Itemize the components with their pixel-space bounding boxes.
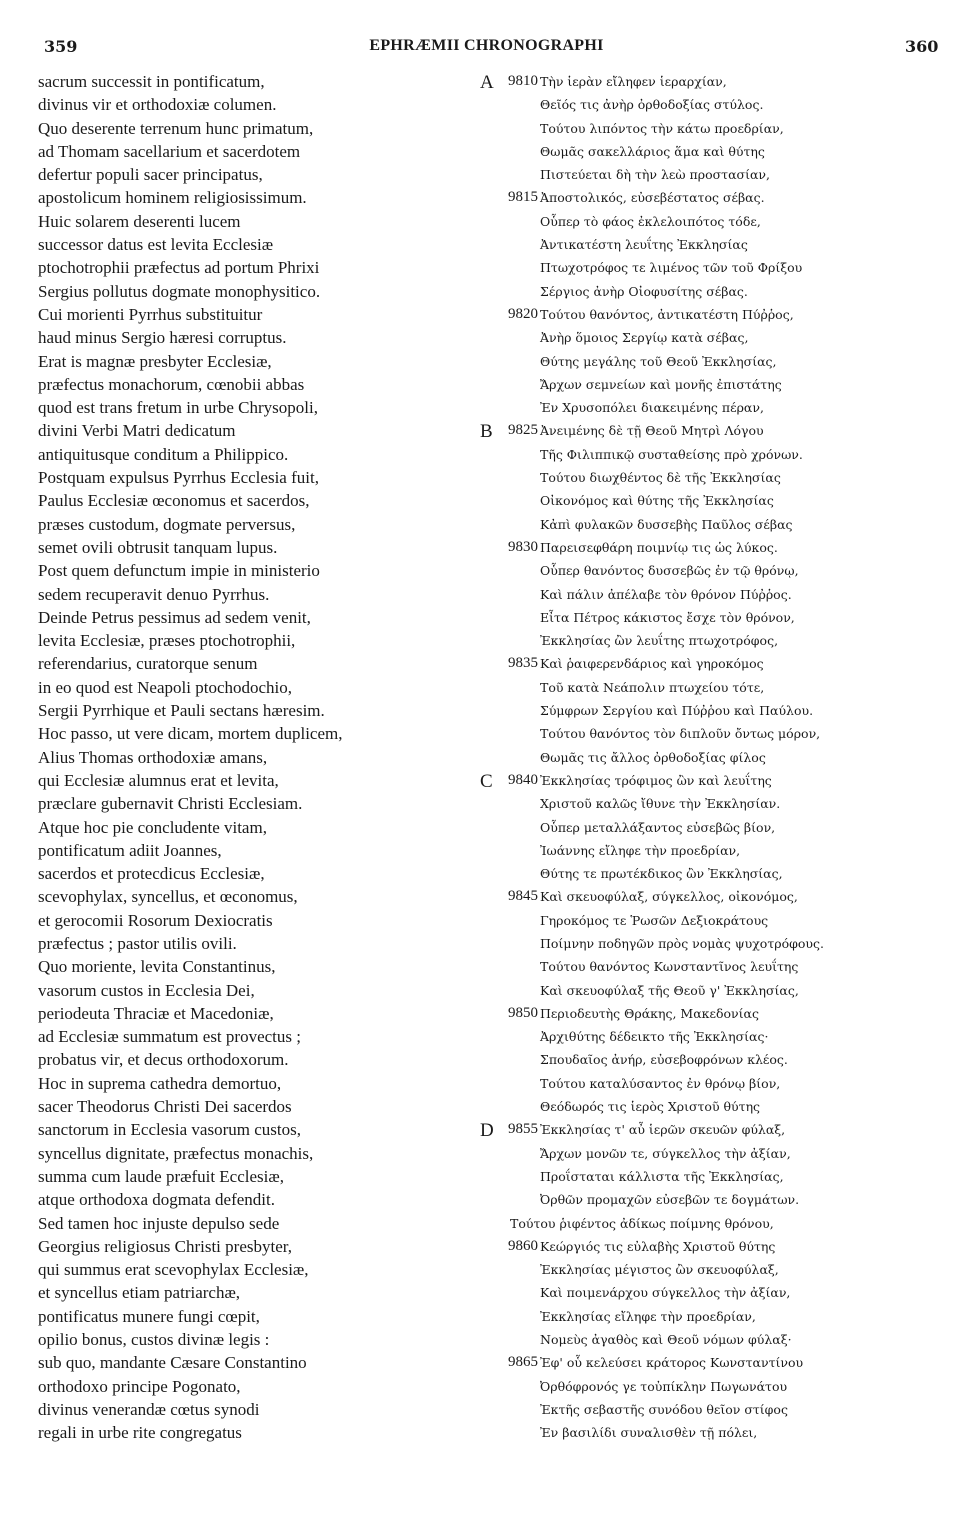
greek-line [480,233,950,256]
latin-line: sacer Theodorus Christi Dei sacerdos [38,1097,292,1117]
latin-line: semet ovili obtrusit tanquam lupus. [38,537,278,557]
greek-verse-text: Σύμφρων Σεργίου καὶ Πύῤῥου καὶ Παύλου. [540,703,814,719]
greek-line [480,1165,950,1188]
greek-line [480,1421,950,1444]
greek-verse-text: Ἐκκλησίας εἴληφε τὴν προεδρίαν, [540,1308,756,1324]
greek-verse-text: Ἄρχων μονῶν τε, σύγκελλος τὴν ἀξίαν, [540,1145,791,1161]
latin-line: divinus vir et orthodoxiæ columen. [38,95,277,115]
latin-line: haud minus Sergio hæresi corruptus. [38,328,287,348]
greek-verse-text: Τούτου καταλύσαντος ἐν θρόνῳ βίον, [540,1075,781,1091]
verse-number: 9845 [508,888,538,905]
greek-line [480,1212,950,1235]
greek-verse-text: Θεόδωρός τις ἱερὸς Χριστοῦ θύτης [540,1099,761,1115]
left-page-number: 359 [44,37,78,56]
greek-verse-text: Θωμᾶς σακελλάριος ἅμα καὶ θύτης [540,143,765,159]
greek-line [480,606,950,629]
latin-line: pontificatus munere fungi cœpit, [38,1306,260,1326]
greek-verse-text: Σπουδαῖος ἀνήρ, εὐσεβοφρόνων κλέος. [540,1052,788,1068]
latin-line: divinus venerandæ cœtus synodi [38,1399,260,1419]
greek-verse-text: Τούτου λιπόντος τὴν κάτω προεδρίαν, [540,120,784,136]
greek-verse-text: Τούτου διωχθέντος δὲ τῆς Ἐκκλησίας [540,470,781,486]
latin-line: Deinde Petrus pessimus ad sedem venit, [38,607,311,627]
greek-verse-text: Ἐκκλησίας μέγιστος ὢν σκευοφύλαξ, [540,1262,779,1278]
greek-line [480,1025,950,1048]
latin-line: syncellus dignitate, præfectus monachis, [38,1143,314,1163]
greek-line [480,979,950,1002]
latin-line: et gerocomii Rosorum Dexiocratis [38,910,273,930]
latin-line: referendarius, curatorque senum [38,654,258,674]
latin-line: Hoc passo, ut vere dicam, mortem duplicem, [38,724,343,744]
greek-line [480,513,950,536]
greek-line [480,885,950,908]
latin-line: in eo quod est Neapoli ptochodochio, [38,677,293,697]
greek-line [480,699,950,722]
greek-line [480,117,950,140]
verse-number: 9820 [508,305,538,322]
greek-line [480,1258,950,1281]
latin-line: ptochotrophii præfectus ad portum Phrixi [38,258,320,278]
latin-line: Huic solarem deserenti lucem [38,211,241,231]
greek-line [480,1095,950,1118]
greek-verse-text: Οὗπερ τὸ φάος ἐκλελοιπότος τόδε, [540,213,761,229]
greek-line [480,1375,950,1398]
greek-verse-text: Ἀνὴρ ὅμοιος Σεργίῳ κατὰ σέβας, [540,330,749,346]
latin-line: successor datus est levita Ecclesiæ [38,235,274,255]
latin-line: ad Thomam sacellarium et sacerdotem [38,141,301,161]
latin-line: et syncellus etiam patriarchæ, [38,1283,241,1303]
greek-line [480,1118,950,1141]
verse-number: 9815 [508,189,538,206]
greek-verse-text: Πιστεύεται δὴ τὴν λεὼ προστασίαν, [540,167,770,183]
greek-verse-text: Θύτης μεγάλης τοῦ Θεοῦ Ἐκκλησίας, [540,353,777,369]
greek-verse-text: Κεώργιός τις εὐλαβὴς Χριστοῦ θύτης [540,1238,776,1254]
latin-line: Atque hoc pie concludente vitam, [38,817,267,837]
greek-verse-text: Οὗπερ μεταλλάξαντος εὐσεβῶς βίον, [540,819,776,835]
greek-line [480,1351,950,1374]
latin-line: Sergii Pyrrhique et Pauli sectans hæresim. [38,701,325,721]
greek-line [480,1305,950,1328]
section-marker: D [480,1120,494,1142]
greek-verse-text: Τούτου θανόντος Κωνσταντῖνος λευΐτης [540,959,799,975]
greek-line [480,816,950,839]
greek-verse-text: Θωμᾶς τις ἄλλος ὀρθοδοξίας φίλος [540,749,766,765]
verse-number: 9865 [508,1354,538,1371]
greek-line [480,629,950,652]
greek-line [480,1142,950,1165]
greek-verse-text: Τούτου θανόντος τὸν διπλοῦν ὄντως μόρον, [540,726,821,742]
greek-verse-text: Γηροκόμος τε Ῥωσῶν Δεξιοκράτους [540,912,769,928]
verse-number: 9850 [508,1004,538,1021]
verse-number: 9835 [508,655,538,672]
greek-line [480,559,950,582]
greek-line [480,722,950,745]
latin-line: Quo moriente, levita Constantinus, [38,957,276,977]
latin-line: Quo deserente terrenum hunc primatum, [38,118,314,138]
latin-line: præfectus ; pastor utilis ovili. [38,933,237,953]
greek-verse-text: Τὴν ἱερὰν εἴληφεν ἱεραρχίαν, [540,74,727,89]
greek-verse-text: Ἀντικατέστη λευΐτης Ἐκκλησίας [540,237,748,253]
latin-line: summa cum laude præfuit Ecclesiæ, [38,1166,284,1186]
greek-line [480,1281,950,1304]
verse-number: 9810 [508,73,538,89]
latin-line: Cui morienti Pyrrhus substituitur [38,304,263,324]
greek-line [480,536,950,559]
greek-verse-text: Ἐφ' οὗ κελεύσει κράτορος Κωνσταντίνου [540,1355,804,1371]
greek-line [480,862,950,885]
greek-line [480,1235,950,1258]
greek-verse-text: Ἐν βασιλίδι συναλισθὲν τῇ πόλει, [540,1425,758,1441]
greek-line [480,489,950,512]
latin-line: Post quem defunctum impie in ministerio [38,561,320,581]
greek-line [480,303,950,326]
greek-verse-text: Καὶ πάλιν ἀπέλαβε τὸν θρόνον Πύῤῥος. [540,586,792,602]
latin-line: sanctorum in Ecclesia vasorum custos, [38,1120,301,1140]
greek-line [480,1072,950,1095]
latin-line: divini Verbi Matri dedicatum [38,421,236,441]
greek-line [480,792,950,815]
latin-line: regali in urbe rite congregatus [38,1423,242,1443]
greek-verse-text: Ὀρθόφρονός γε τοὐπίκλην Πωγωνάτου [540,1378,788,1394]
greek-verse-text: Ἐκκλησίας τ' αὖ ἱερῶν σκευῶν φύλαξ, [540,1122,786,1138]
greek-verse-text: Ἐκτῆς σεβαστῆς συνόδου θεῖον στίφος [540,1401,788,1417]
right-page-number: 360 [905,37,939,56]
verse-number: 9825 [508,422,538,439]
greek-verse-text: Καὶ ῥαιφερενδάριος καὶ γηροκόμος [540,656,764,672]
greek-line [480,396,950,419]
latin-line: qui Ecclesiæ alumnus erat et levita, [38,770,279,790]
latin-line: vasorum custos in Ecclesia Dei, [38,980,255,1000]
latin-line: defertur populi sacer principatus, [38,165,263,185]
greek-verse-text: Τῆς Φιλιππικῷ συσταθείσης πρὸ χρόνων. [540,446,803,462]
latin-line: Paulus Ecclesiæ œconomus et sacerdos, [38,491,310,511]
verse-number: 9860 [508,1237,538,1254]
greek-verse-text: Καὶ ποιμενάρχου σύγκελλος τὴν ἀξίαν, [540,1285,791,1301]
latin-line: ad Ecclesiæ summatum est provectus ; [38,1027,301,1047]
greek-line [480,1002,950,1025]
section-marker: A [480,72,494,93]
greek-verse-text: Ποίμνην ποδηγῶν πρὸς νομὰς ψυχοτρόφους. [540,935,824,951]
latin-line: scevophylax, syncellus, et œconomus, [38,887,298,907]
greek-line [480,140,950,163]
latin-line: levita Ecclesiæ, præses ptochotrophii, [38,631,296,651]
greek-verse-text: Παρεισεφθάρη ποιμνίῳ τις ὡς λύκος. [540,539,778,555]
greek-line [480,466,950,489]
greek-line [480,163,950,186]
greek-verse-text: Ἐκκλησίας ὢν λευΐτης πτωχοτρόφος, [540,633,779,649]
latin-line: sacrum successit in pontificatum, [38,72,265,91]
greek-line [480,1048,950,1071]
latin-line: sedem recuperavit denuo Pyrrhus. [38,584,270,604]
greek-verse-text: Κἀπὶ φυλακῶν δυσσεβὴς Παῦλος σέβας [540,516,793,532]
greek-column [480,70,950,1445]
latin-line: Sed tamen hoc injuste depulso sede [38,1213,280,1233]
greek-line [480,93,950,116]
latin-line: opilio bonus, custos divinæ legis : [38,1330,270,1350]
latin-column [38,70,478,1445]
latin-line: periodeuta Thraciæ et Macedoniæ, [38,1003,274,1023]
latin-line: Postquam expulsus Pyrrhus Ecclesia fuit, [38,468,319,488]
greek-line [480,652,950,675]
greek-line [480,746,950,769]
latin-line: Hoc in suprema cathedra demortuo, [38,1073,282,1093]
greek-verse-text: Ἀρχιθύτης δέδεικτο τῆς Ἐκκλησίας· [540,1029,769,1045]
latin-line: quod est trans fretum in urbe Chrysopoli, [38,398,318,418]
greek-verse-text: Ἀποστολικός, εὐσεβέστατος σέβας. [540,190,765,206]
section-marker: B [480,421,493,443]
latin-line: Georgius religiosus Christi presbyter, [38,1236,292,1256]
greek-verse-text: Ἐκκλησίας τρόφιμος ὢν καὶ λευΐτης [540,772,772,788]
section-marker: C [480,770,493,792]
greek-line [480,326,950,349]
greek-verse-text: Θεῖός τις ἀνὴρ ὀρθοδοξίας στύλος. [540,97,764,113]
greek-verse-text: Νομεὺς ἀγαθὸς καὶ Θεοῦ νόμων φύλαξ· [540,1332,792,1348]
latin-line: probatus vir, et decus orthodoxorum. [38,1050,289,1070]
latin-line: Erat is magnæ presbyter Ecclesiæ, [38,351,272,371]
latin-line: Alius Thomas orthodoxiæ amans, [38,747,268,767]
greek-line [480,373,950,396]
verse-number: 9840 [508,771,538,788]
verse-number: 9830 [508,538,538,555]
page-header [0,0,973,70]
greek-line [480,210,950,233]
greek-line [480,583,950,606]
latin-line: qui summus erat scevophylax Ecclesiæ, [38,1260,309,1280]
greek-verse-text: Καὶ σκευοφύλαξ τῆς Θεοῦ γ' Ἐκκλησίας, [540,982,799,998]
greek-line [480,955,950,978]
latin-line: præclare gubernavit Christi Ecclesiam. [38,794,303,814]
latin-line: antiquitusque conditum a Philippico. [38,444,289,464]
greek-line [480,256,950,279]
greek-verse-text: Εἶτα Πέτρος κάκιστος ἔσχε τὸν θρόνον, [540,609,795,625]
greek-line [480,1398,950,1421]
greek-verse-text: Οὗπερ θανόντος δυσσεβῶς ἐν τῷ θρόνῳ, [540,563,799,579]
greek-verse-text: Ἐν Χρυσοπόλει διακειμένης πέραν, [540,400,764,416]
greek-verse-text: Ἄρχων σεμνείων καὶ μονῆς ἐπιστάτης [540,376,782,392]
greek-line [480,839,950,862]
greek-verse-text: Τούτου θανόντος, ἀντικατέστη Πύῤῥος, [540,306,794,322]
latin-line: pontificatum adiit Joannes, [38,840,222,860]
latin-line: sacerdos et protecdicus Ecclesiæ, [38,864,265,884]
greek-verse-text: Ἰωάννης εἴληφε τὴν προεδρίαν, [540,842,741,858]
greek-verse-text: Χριστοῦ καλῶς ἴθυνε τὴν Ἐκκλησίαν. [540,796,781,812]
greek-line [480,1328,950,1351]
greek-verse-text: Ἀνειμένης δὲ τῇ Θεοῦ Μητρὶ Λόγου [540,423,764,439]
greek-line [480,769,950,792]
greek-verse-text: Σέργιος ἀνὴρ Οἰοφυσίτης σέβας. [540,283,748,299]
greek-line [480,443,950,466]
greek-line [480,350,950,373]
greek-line [480,1188,950,1211]
greek-verse-text: Περιοδευτὴς Θράκης, Μακεδονίας [540,1005,759,1021]
greek-verse-text: Τούτου ῥιφέντος ἀδίκως ποίμνης θρόνου, [510,1215,774,1231]
verse-number: 9855 [508,1121,538,1138]
greek-verse-text: Θύτης τε πρωτέκδικος ὢν Ἐκκλησίας, [540,866,783,882]
greek-verse-text: Οἰκονόμος καὶ θύτης τῆς Ἐκκλησίας [540,493,774,509]
greek-line [480,186,950,209]
latin-line: præfectus monachorum, cœnobii abbas [38,374,305,394]
greek-verse-text: Προΐσταται κάλλιστα τῆς Ἐκκλησίας, [540,1168,784,1184]
greek-verse-text: Καὶ σκευοφύλαξ, σύγκελλος, οἰκονόμος, [540,889,798,905]
latin-line: apostolicum hominem religiosissimum. [38,188,307,208]
greek-line [480,676,950,699]
latin-line: atque orthodoxa dogmata defendit. [38,1190,275,1210]
greek-verse-text: Ὀρθῶν προμαχῶν εὐσεβῶν τε δογμάτων. [540,1192,800,1208]
latin-line: sub quo, mandante Cæsare Constantino [38,1353,307,1373]
running-title: EPHRÆMII CHRONOGRAPHI [369,37,604,54]
greek-line [480,909,950,932]
latin-line: orthodoxo principe Pogonato, [38,1376,241,1396]
latin-line: Sergius pollutus dogmate monophysitico. [38,281,321,301]
greek-line [480,280,950,303]
latin-line: præses custodum, dogmate perversus, [38,514,296,534]
greek-verse-text: Πτωχοτρόφος τε λιμένος τῶν τοῦ Φρίξου [540,260,803,276]
greek-line [480,70,950,93]
greek-line [480,932,950,955]
greek-line [480,419,950,442]
greek-verse-text: Τοῦ κατὰ Νεάπολιν πτωχείου τότε, [540,679,765,695]
